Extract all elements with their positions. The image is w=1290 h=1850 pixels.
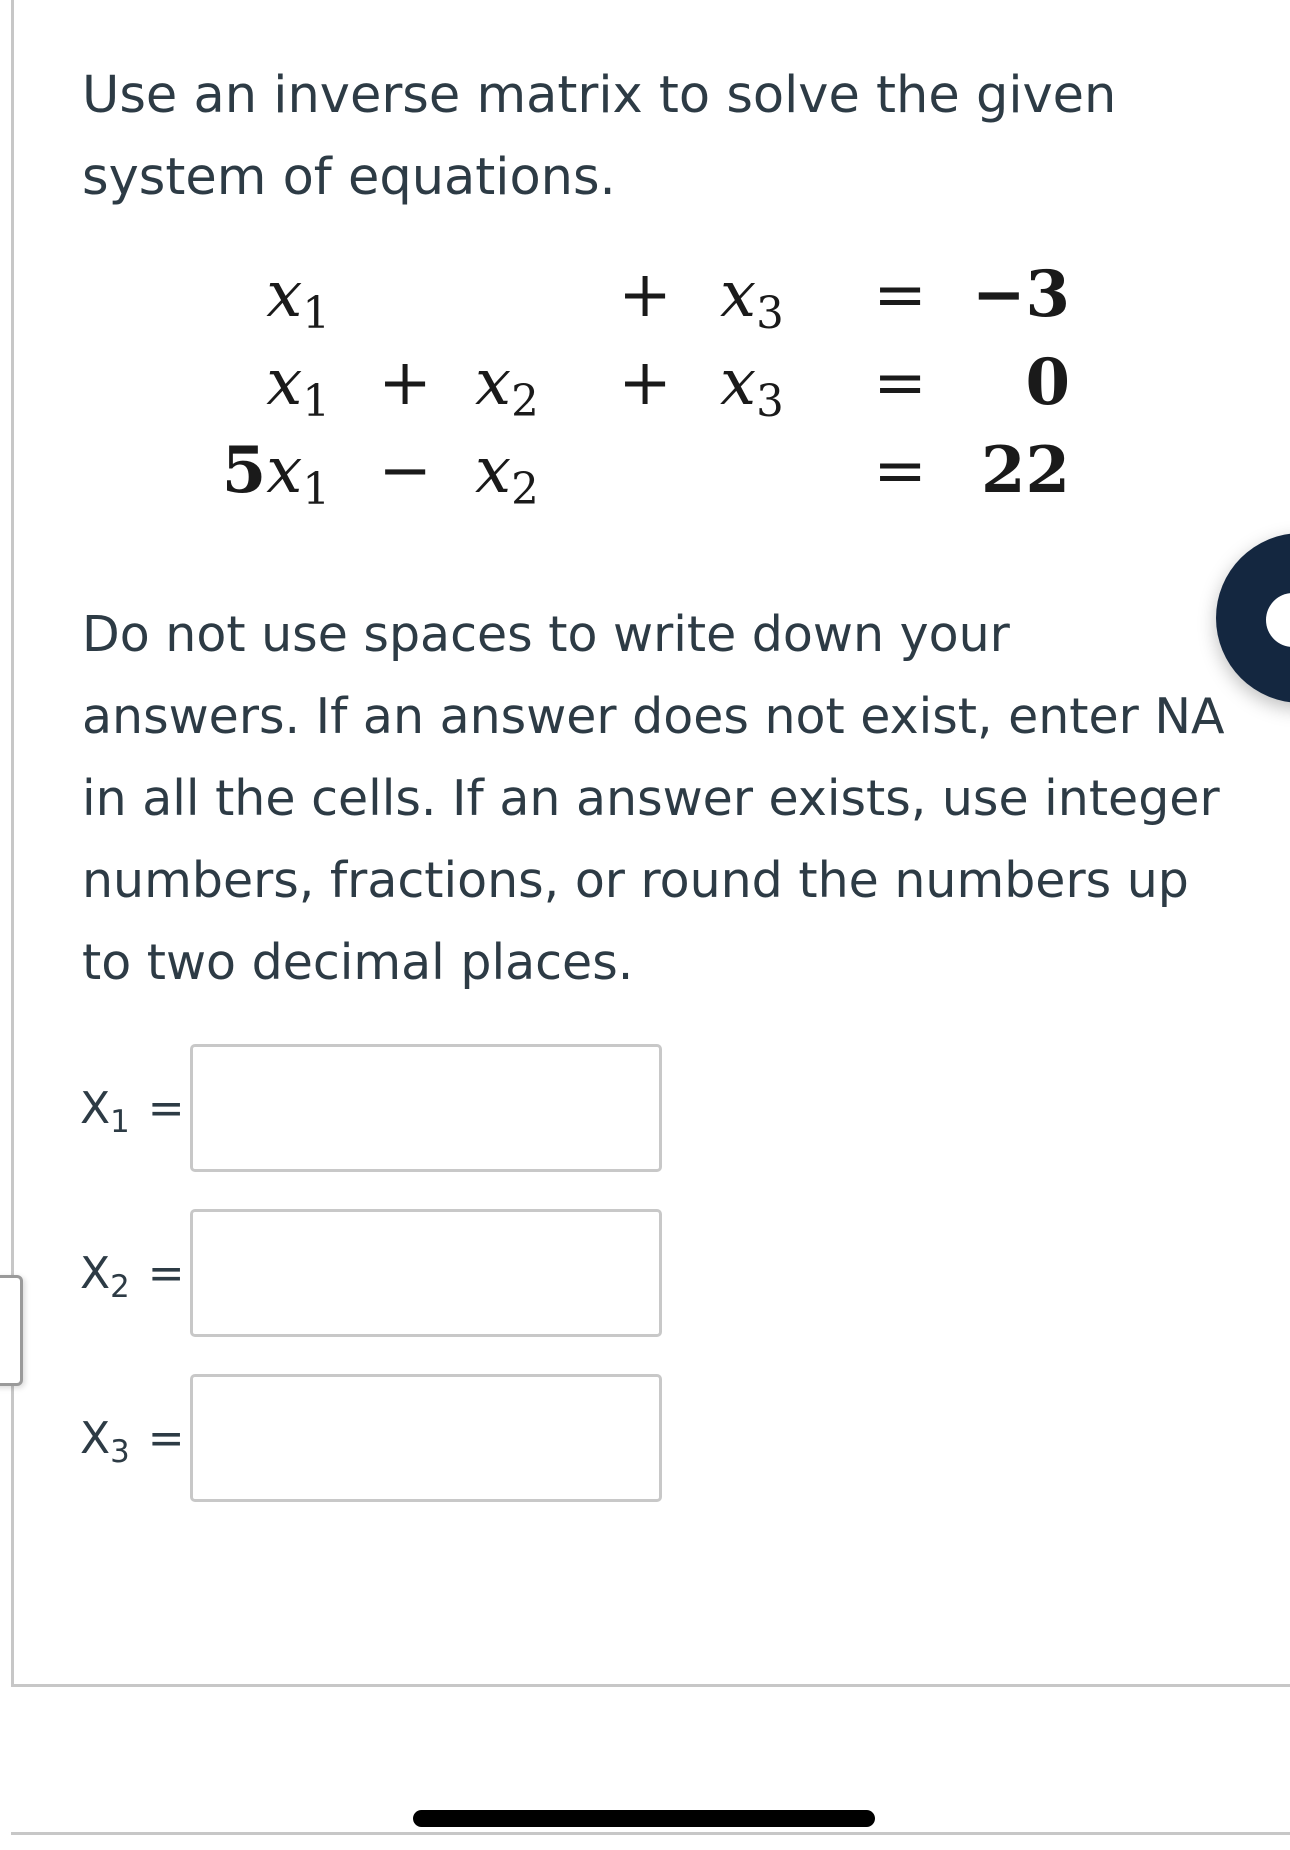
answer-input-x3[interactable] <box>190 1374 662 1502</box>
tool-toggle-icon <box>1266 593 1290 647</box>
eq3-rhs: 22 <box>980 433 1070 508</box>
eq2-equals: = <box>873 346 927 420</box>
equation-row-1 <box>200 250 1100 340</box>
equation-row-2 <box>200 338 1100 428</box>
eq1-term-1: $x_1$ <box>266 258 330 340</box>
eq1-equals: = <box>873 258 927 332</box>
eq3-term-2: $x_2$ <box>475 434 539 516</box>
answer-label-x3: $X_3$ = <box>80 1413 185 1471</box>
eq3-operator-1: − <box>378 434 432 508</box>
eq2-rhs: 0 <box>1025 345 1070 420</box>
eq2-operator-1: + <box>378 346 432 420</box>
eq3-term-1: $5x_1$ <box>221 433 330 516</box>
answer-label-x1: $X_1$ = <box>80 1083 185 1141</box>
answer-input-x2[interactable] <box>190 1209 662 1337</box>
eq3-equals: = <box>873 434 927 508</box>
home-indicator[interactable] <box>413 1810 875 1827</box>
eq1-rhs: −3 <box>971 257 1070 332</box>
answer-row-x2 <box>80 1209 680 1339</box>
answer-instructions: Do not use spaces to write down your answers. If an answer does not exist, enter NA in all the cells. If an answer exists, use integer numbers, fractions, or round the numbers up to two decimal places. <box>82 606 1225 991</box>
question-prompt: Use an inverse matrix to solve the given system of equations. <box>82 66 1117 207</box>
answer-input-x1[interactable] <box>190 1044 662 1172</box>
side-drawer-tab[interactable] <box>0 1275 23 1386</box>
answer-row-x3 <box>80 1374 680 1504</box>
eq2-term-3: $x_3$ <box>720 346 784 428</box>
eq2-operator-2: + <box>618 346 672 420</box>
eq2-term-1: $x_1$ <box>266 346 330 428</box>
eq2-term-2: $x_2$ <box>475 346 539 428</box>
eq1-term-3: $x_3$ <box>720 258 784 340</box>
divider <box>11 1832 1290 1835</box>
answer-row-x1 <box>80 1044 680 1174</box>
eq1-operator-2: + <box>618 258 672 332</box>
equation-row-3 <box>200 426 1100 516</box>
answer-label-x2: $X_2$ = <box>80 1248 185 1306</box>
